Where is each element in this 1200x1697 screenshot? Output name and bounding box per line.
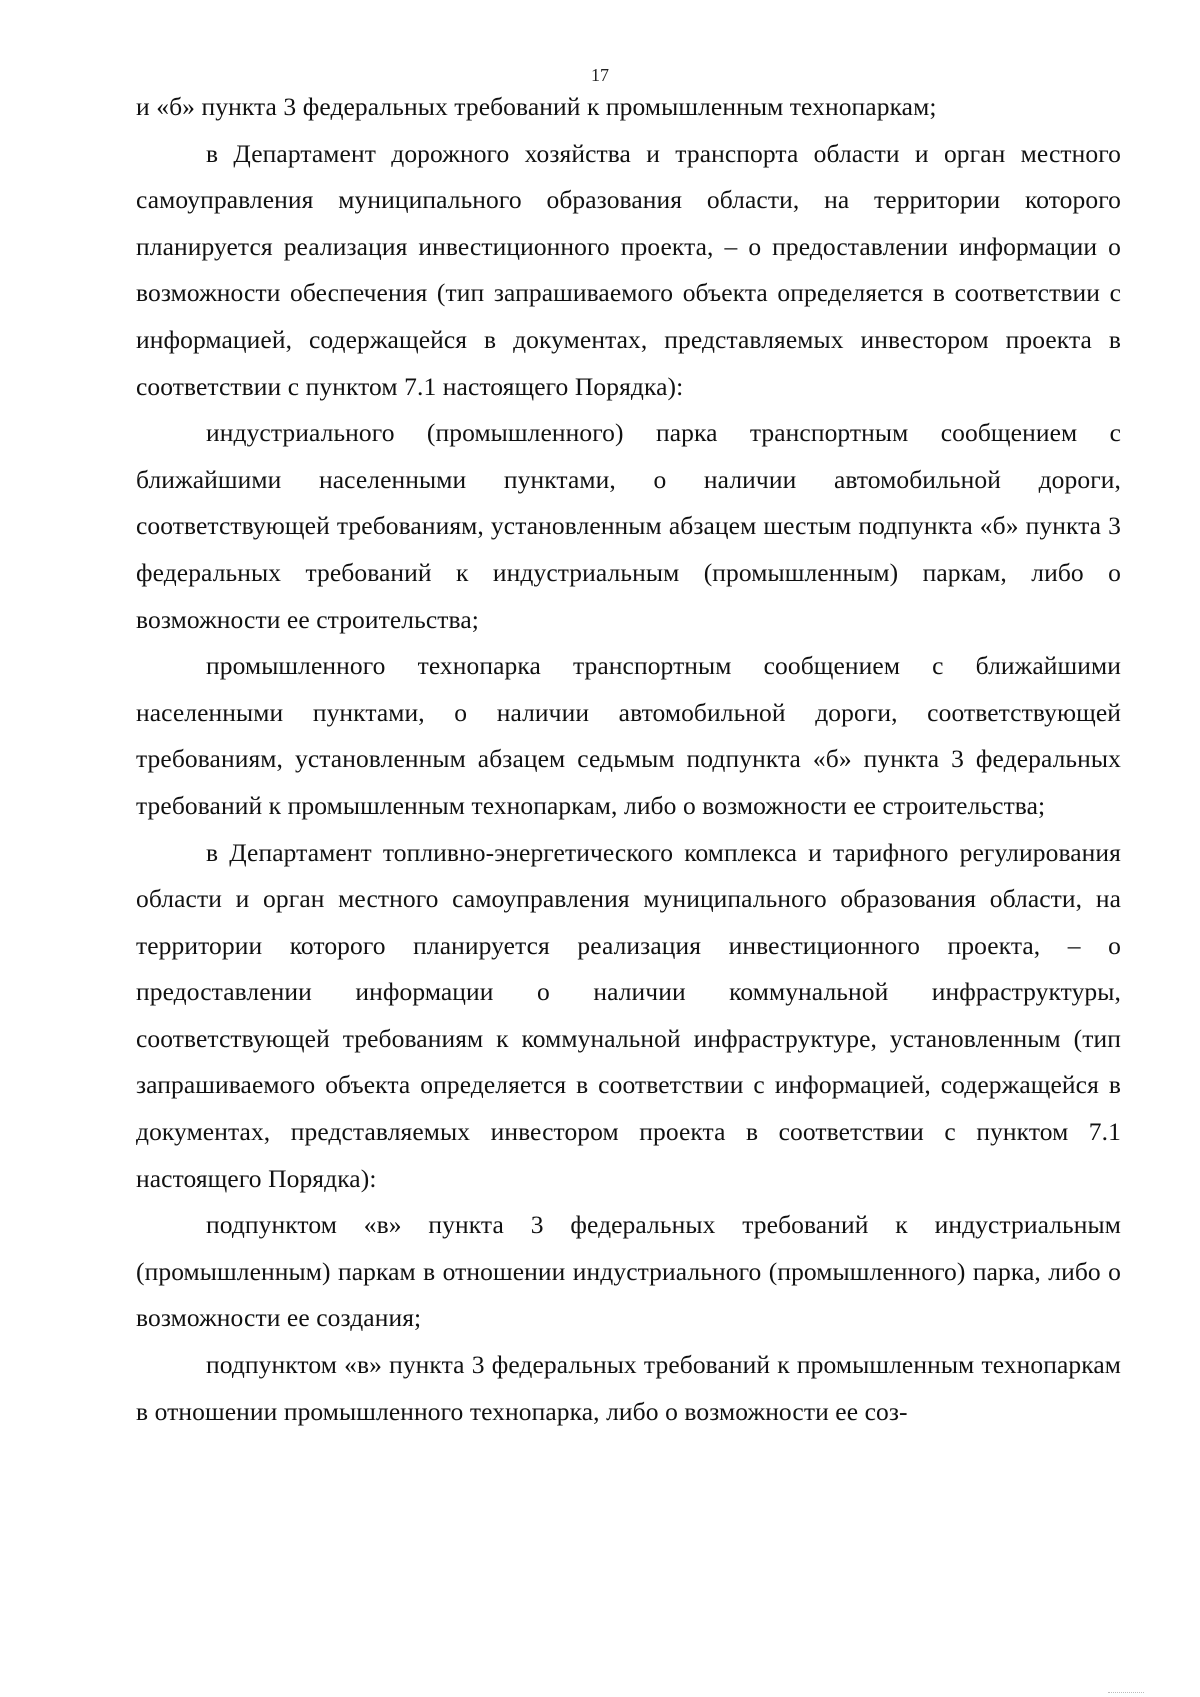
paragraph-industrial-park-utilities: подпунктом «в» пункта 3 федеральных требований к индустриальным (промышленным) паркам в отношении индустриального (промышленного) парка, либо о возможности ее создания; <box>136 1210 1121 1333</box>
paragraph-technopark-utilities: подпунктом «в» пункта 3 федеральных требований к промышленным технопаркам в отношении промышленного технопарка, либо о возможности ее соз- <box>136 1350 1121 1426</box>
document-body <box>136 84 1121 1435</box>
paragraph-energy-department-request: в Департамент топливно-энергетического комплекса и тарифного регулирования области и орган местного самоуправления муниципального образования области, на территории которого планируется реализация инвестиционного проекта, – о предоставлении информации о наличии коммунальной инфраструктуры, соответствующей требованиям к коммунальной инфраструктуре, установленным (тип запрашиваемого объекта определяется в соответствии с информацией, содержащейся в документах, представляемых инвестором проекта в соответствии с пунктом 7.1 настоящего Порядка): <box>136 837 1121 1193</box>
paragraph-technopark-transport: промышленного технопарка транспортным сообщением с ближайшими населенными пунктами, о наличии автомобильной дороги, соответствующей требованиям, установленным абзацем седьмым подпункта «б» пункта 3 федеральных требований к промышленным технопаркам, либо о возможности ее строительства; <box>136 651 1121 820</box>
paragraph-industrial-park-transport: индустриального (промышленного) парка транспортным сообщением с ближайшими населенными пунктами, о наличии автомобильной дороги, соответствующей требованиям, установленным абзацем шестым подпункта «б» пункта 3 федеральных требований к индустриальным (промышленным) паркам, либо о возможности ее строительства; <box>136 418 1121 634</box>
scan-artifact <box>1108 1692 1144 1697</box>
page-number: 17 <box>591 65 609 85</box>
paragraph-road-department-request: в Департамент дорожного хозяйства и транспорта области и орган местного самоуправления муниципального образования области, на территории которого планируется реализация инвестиционного проекта, – о предоставлении информации о возможности обеспечения (тип запрашиваемого объекта определяется в соответствии с информацией, содержащейся в документах, представляемых инвестором проекта в соответствии с пунктом 7.1 настоящего Порядка): <box>136 138 1121 401</box>
paragraph-continuation: и «б» пункта 3 федеральных требований к промышленным технопаркам; <box>136 92 937 121</box>
